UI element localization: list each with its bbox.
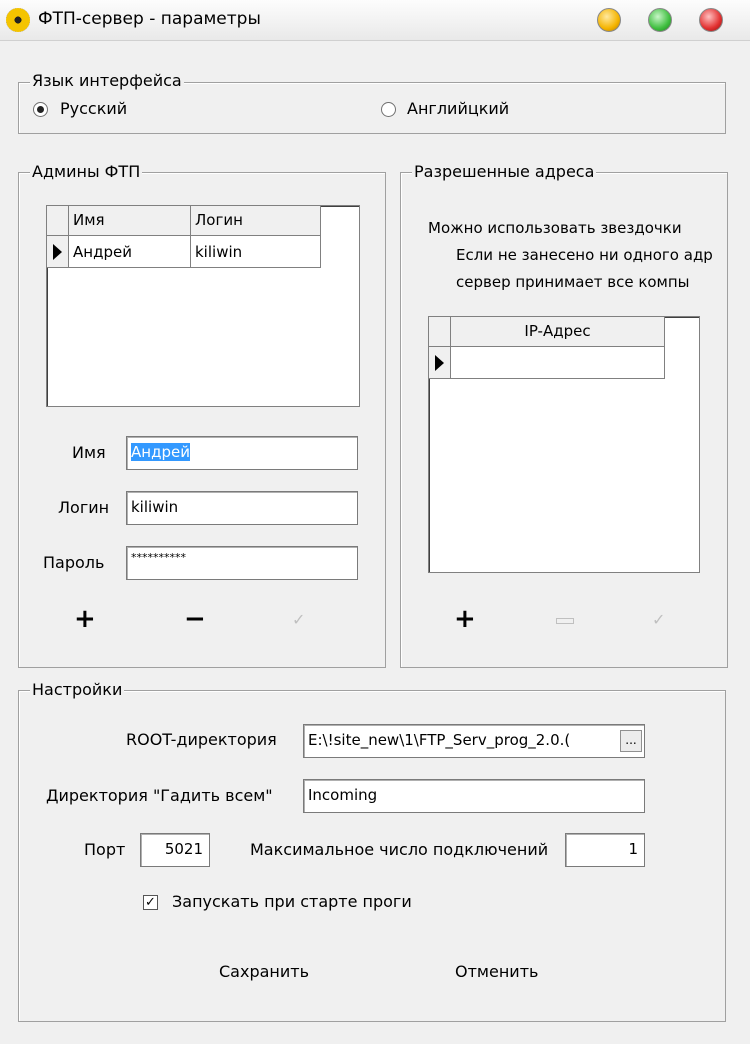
check-icon: ✓: [145, 895, 156, 910]
current-row-icon: [53, 244, 62, 260]
table-cell-name[interactable]: Андрей: [69, 236, 191, 268]
admin-password-label: Пароль: [43, 553, 105, 572]
allowed-legend: Разрешенные адреса: [414, 162, 595, 181]
remove-admin-button[interactable]: −: [184, 604, 206, 634]
russian-label[interactable]: Русский: [60, 99, 128, 118]
add-admin-button[interactable]: +: [74, 604, 96, 634]
autostart-checkbox[interactable]: [143, 895, 158, 910]
allowed-note-2: Если не занесено ни одного адр: [456, 246, 713, 264]
allowed-note-1: Можно использовать звездочки: [428, 219, 682, 237]
incoming-dir-input[interactable]: Incoming: [303, 779, 645, 813]
admin-login-label: Логин: [58, 498, 110, 517]
column-header-login[interactable]: Логин: [191, 206, 321, 236]
max-connections-label: Максимальное число подключений: [250, 840, 549, 859]
root-dir-label: ROOT-директория: [126, 730, 277, 749]
allowed-note-3: сервер принимает все компы: [456, 273, 690, 291]
window-title: ФТП-сервер - параметры: [38, 9, 261, 29]
port-input[interactable]: 5021: [140, 833, 210, 867]
radiation-icon: [6, 8, 30, 32]
cancel-button[interactable]: Отменить: [455, 962, 539, 981]
current-row-icon: [435, 355, 444, 371]
column-header-ip[interactable]: IP-Адрес: [451, 317, 665, 347]
admin-login-input[interactable]: kiliwin: [126, 491, 358, 525]
admin-name-value: Андрей: [131, 443, 190, 461]
settings-legend: Настройки: [32, 680, 123, 699]
table-cell-login[interactable]: kiliwin: [191, 236, 321, 268]
max-connections-input[interactable]: 1: [565, 833, 645, 867]
minimize-button[interactable]: [597, 8, 621, 32]
root-dir-input[interactable]: E:\!site_new\1\FTP_Serv_prog_2.0.(: [303, 724, 645, 758]
maximize-button[interactable]: [648, 8, 672, 32]
admins-table[interactable]: [46, 205, 360, 407]
apply-address-button[interactable]: ✓: [652, 610, 666, 629]
title-bar[interactable]: [0, 0, 750, 41]
english-radio[interactable]: [381, 102, 396, 117]
english-label[interactable]: Английцкий: [407, 99, 510, 118]
admin-password-input[interactable]: **********: [126, 546, 358, 580]
port-label: Порт: [84, 840, 126, 859]
language-legend: Язык интерфейса: [32, 71, 182, 90]
column-header-name[interactable]: Имя: [69, 206, 191, 236]
table-cell-ip[interactable]: [451, 347, 665, 379]
admin-name-input[interactable]: [126, 436, 358, 470]
russian-radio[interactable]: [33, 102, 48, 117]
incoming-dir-label: Директория "Гадить всем": [46, 786, 273, 805]
apply-admin-button[interactable]: ✓: [292, 610, 306, 629]
autostart-label[interactable]: Запускать при старте проги: [172, 892, 412, 911]
admin-name-label: Имя: [72, 443, 106, 462]
save-button[interactable]: Сахранить: [219, 962, 310, 981]
allowed-table[interactable]: [428, 316, 700, 573]
add-address-button[interactable]: +: [454, 604, 476, 634]
remove-address-button[interactable]: [556, 618, 574, 624]
admins-legend: Админы ФТП: [32, 162, 141, 181]
browse-button[interactable]: ...: [620, 730, 642, 752]
close-button[interactable]: [699, 8, 723, 32]
